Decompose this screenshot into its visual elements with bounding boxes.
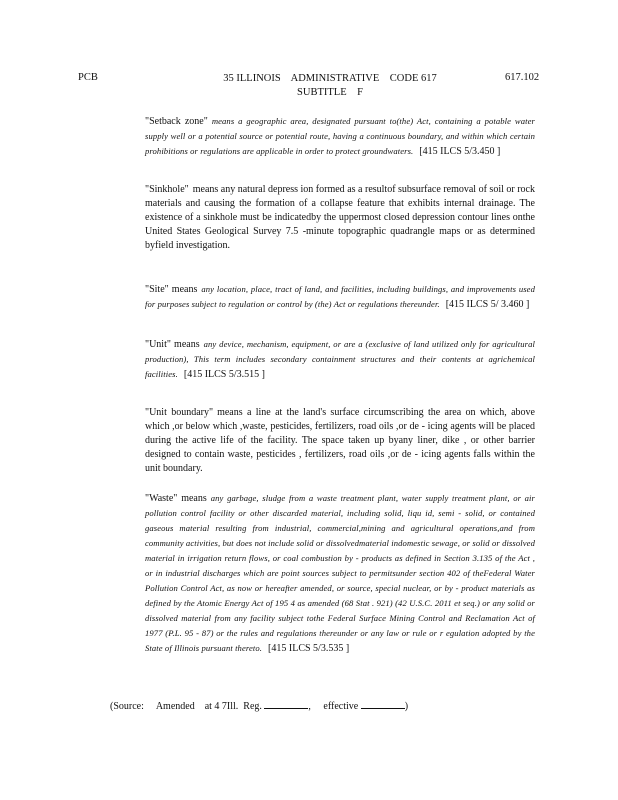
header-agency: PCB: [78, 72, 98, 83]
definition-term: "Unit" means: [145, 339, 200, 350]
definition-term: "Site" means: [145, 284, 198, 295]
definition-sinkhole: [145, 183, 535, 253]
definition-site: [145, 282, 535, 312]
definition-term: "Sinkhole": [145, 184, 189, 195]
definition-term: "Unit boundary": [145, 407, 214, 418]
definition-text: any garbage, sludge from a waste treatment plant, water supply treatment plant, or air pollution control facility or other discarded material, including solid, liqu id, semi - solid, or contained gaseous material resulting from industrial, commercial,mining and agricultural operations,and from community activities, but does not include solid or dissolvedmaterial indomestic sewage, or solid or dissolved material in irrigation return flows, or coal combustion by - products as defined in Section 3.135 of the Act , or in industrial discharges which are point sources subject to permitsunder section 402 of theFederal Water Pollution Control Act, as now or hereafter amended, or source, special nuclear, or by - product materials as defined by the Atomic Energy Act of 195 4 as amended (68 Stat . 921) (42 U.S.C. 2011 et seq.) or any solid or dissolved material from any facility subject tothe Federal Surface Mining Control and Reclamation Act of 1977 (P.L. 95 - 87) or the rules and regulations thereunder or any law or rule or r egulation adopted by the State of Illinois pursuant thereto.: [145, 493, 535, 653]
effective-date-blank: [361, 698, 405, 709]
header-code-line: 35 ILLINOIS ADMINISTRATIVE CODE 617: [223, 73, 437, 84]
statute-citation: [415 ILCS 5/3.535 ]: [268, 643, 350, 654]
definition-setback-zone: [145, 114, 535, 159]
definition-unit: [145, 337, 535, 382]
definition-text: any location, place, tract of land, and facilities, including buildings, and improvements used for purposes subject to regulation or control by (the) Act or regulations thereunder.: [145, 284, 535, 309]
header-title: [175, 72, 485, 100]
source-note: [110, 698, 408, 712]
definition-text: means any natural depress ion formed as a resultof subsurface removal of soil or rock materials and causing the formation of a collapse feature that exhibits internal drainage. The existence of a sinkhole must be indicatedby the uppermost closed depression contour lines onthe United States Geological Survey 7.5 -minute topographic quadrangle maps or as determined byfield investigation.: [145, 184, 535, 251]
source-effective: , effective: [308, 701, 359, 712]
definition-term: "Waste" means: [145, 493, 207, 504]
definition-text: means a line at the land's surface circumscribing the area on which, above which ,or below which ,waste, pesticides, fertilizers, road oils ,or de - icing agents will be placed during the active life of the facility. The space taken up byany liner, dike , or other barrier designed to contain waste, pesticides , fertilizers, road oils ,or de - icing agents falls within the unit boundary.: [145, 407, 535, 474]
register-volume-blank: [264, 698, 308, 709]
statute-citation: [415 ILCS 5/3.515 ]: [183, 369, 265, 380]
statute-citation: [415 ILCS 5/3.450 ]: [419, 146, 501, 157]
definition-text: means a geographic area, designated pursuant to(the) Act, containing a potable water supply well or a potential source or potential route, having a continuous boundary, and within which certain prohibitions or regulations are applicable in order to protect groundwaters.: [145, 116, 535, 156]
source-close: ): [404, 701, 409, 712]
source-prefix: (Source: Amended at 4 7Ill. Reg.: [110, 701, 262, 712]
definition-text: any device, mechanism, equipment, or are a (exclusive of land utilized only for agricultural production), This term includes secondary containment structures and their contents at agrichemical facilities.: [145, 339, 535, 379]
header-subtitle-line: SUBTITLE F: [297, 87, 363, 98]
header-section-number: 617.102: [505, 72, 540, 83]
statute-citation: [415 ILCS 5/ 3.460 ]: [445, 299, 530, 310]
definition-term: "Setback zone": [145, 116, 208, 127]
definition-waste: [145, 491, 535, 656]
definition-unit-boundary: [145, 406, 535, 476]
